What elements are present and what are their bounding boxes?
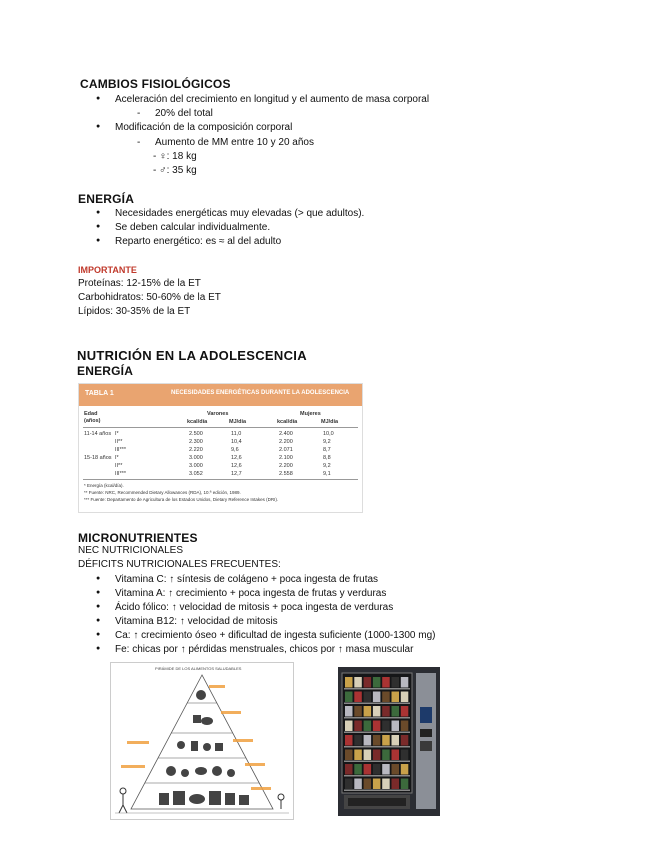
vending-drawing: [338, 667, 440, 816]
pyramid-drawing: [111, 663, 293, 819]
table-rule: [83, 427, 358, 428]
table-cell: 12,6: [231, 463, 242, 469]
table-cell: 9,2: [323, 439, 331, 445]
nec-nutricionales: NEC NUTRICIONALES: [78, 545, 184, 556]
section-title-cambios: CAMBIOS FISIOLÓGICOS: [80, 77, 231, 91]
table-cell: 2.200: [279, 439, 293, 445]
col-kcal-v: kcal/día: [187, 419, 208, 425]
col-edad: Edad: [84, 411, 98, 417]
table-cell: 3.052: [189, 471, 203, 477]
table-cell: 12,6: [231, 455, 242, 461]
table-cell: III***: [115, 447, 127, 453]
vending-machine-photo: [338, 667, 440, 816]
section-title-energia: ENERGÍA: [78, 192, 135, 206]
table-cell: I*: [115, 455, 119, 461]
table-cell: 9,2: [323, 463, 331, 469]
table-cell: 8,7: [323, 447, 331, 453]
col-kcal-m: kcal/día: [277, 419, 298, 425]
col-anos: (años): [84, 418, 101, 424]
section-title-nutricion: NUTRICIÓN EN LA ADOLESCENCIA: [77, 348, 307, 363]
table-cell: 2.220: [189, 447, 203, 453]
importante-proteinas: Proteínas: 12-15% de la ET: [78, 278, 201, 289]
sub-male-kg: - ♂: 35 kg: [153, 165, 197, 176]
table-cell: 11-14 años: [84, 431, 112, 437]
table-caption: NECESIDADES ENERGÉTICAS DURANTE LA ADOLESCENCIA: [171, 390, 350, 396]
table-cell: 12,7: [231, 471, 242, 477]
deficits-label: DÉFICITS NUTRICIONALES FRECUENTES:: [78, 559, 281, 570]
energy-needs-table-image: [78, 383, 363, 513]
importante-label: IMPORTANTE: [78, 265, 137, 275]
table-cell: 2.200: [279, 463, 293, 469]
bullet-vit-a: ● Vitamina A: ↑ crecimiento + poca ingesta de frutas y verduras: [115, 588, 386, 599]
bullet-composicion: ● Modificación de la composición corporal: [115, 122, 292, 133]
table-cell: 2.071: [279, 447, 293, 453]
table-cell: 3.000: [189, 463, 203, 469]
table-note: ** Fuente: NRC, Recommended Dietary Allowances (RDA), 10.ª edición, 1989.: [84, 490, 241, 495]
subtitle-energia: ENERGÍA: [77, 364, 134, 378]
table-note: *** Fuente: Departamento de Agricultura de los Estados Unidos, Dietary Reference Intakes (DRI).: [84, 497, 279, 502]
bullet-hierro: ● Fe: chicas por ↑ pérdidas menstruales, chicos por ↑ masa muscular: [115, 644, 413, 655]
table-header-bar: [79, 384, 362, 406]
section-title-micronutrientes: MICRONUTRIENTES: [78, 531, 198, 545]
col-mj-m: MJ/día: [321, 419, 339, 425]
table-cell: 10,4: [231, 439, 242, 445]
sub-female-kg: - ♀: 18 kg: [153, 151, 197, 162]
food-pyramid-image: [110, 662, 294, 820]
bullet-necesidades: ● Necesidades energéticas muy elevadas (> que adultos).: [115, 208, 364, 219]
sub-aumento-mm: - Aumento de MM entre 10 y 20 años: [155, 137, 314, 148]
bullet-folico: ● Ácido fólico: ↑ velocidad de mitosis + poca ingesta de verduras: [115, 602, 393, 613]
col-mujeres: Mujeres: [300, 411, 321, 417]
importante-lipidos: Lípidos: 30-35% de la ET: [78, 306, 191, 317]
table-cell: 2.400: [279, 431, 293, 437]
importante-carbohidratos: Carbohidratos: 50-60% de la ET: [78, 292, 221, 303]
sub-20-total: - 20% del total: [155, 108, 213, 119]
table-cell: 9,1: [323, 471, 331, 477]
table-rule: [83, 479, 358, 480]
pyramid-title: PIRÁMIDE DE LOS ALIMENTOS SALUDABLES: [155, 666, 242, 671]
table-cell: 2.500: [189, 431, 203, 437]
table-cell: 11,0: [231, 431, 242, 437]
table-cell: I*: [115, 431, 119, 437]
table-cell: 8,8: [323, 455, 331, 461]
table-cell: II**: [115, 439, 123, 445]
table-label: TABLA 1: [85, 390, 114, 397]
table-cell: 2.558: [279, 471, 293, 477]
table-cell: 10,0: [323, 431, 334, 437]
table-cell: 15-18 años: [84, 455, 112, 461]
bullet-calcio: ● Ca: ↑ crecimiento óseo + dificultad de ingesta suficiente (1000-1300 mg): [115, 630, 435, 641]
table-cell: 3.000: [189, 455, 203, 461]
table-note: * Energía (kcal/día).: [84, 483, 124, 488]
bullet-aceleracion: ● Aceleración del crecimiento en longitud y el aumento de masa corporal: [115, 94, 429, 105]
bullet-b12: ● Vitamina B12: ↑ velocidad de mitosis: [115, 616, 278, 627]
col-varones: Varones: [207, 411, 229, 417]
table-cell: II**: [115, 463, 123, 469]
bullet-calcular: ● Se deben calcular individualmente.: [115, 222, 270, 233]
bullet-reparto: ● Reparto energético: es ≈ al del adulto: [115, 236, 281, 247]
table-cell: III***: [115, 471, 127, 477]
col-mj-v: MJ/día: [229, 419, 247, 425]
table-cell: 2.300: [189, 439, 203, 445]
table-cell: 2.100: [279, 455, 293, 461]
table-cell: 9,6: [231, 447, 239, 453]
bullet-vit-c: ● Vitamina C: ↑ síntesis de colágeno + poca ingesta de frutas: [115, 574, 378, 585]
